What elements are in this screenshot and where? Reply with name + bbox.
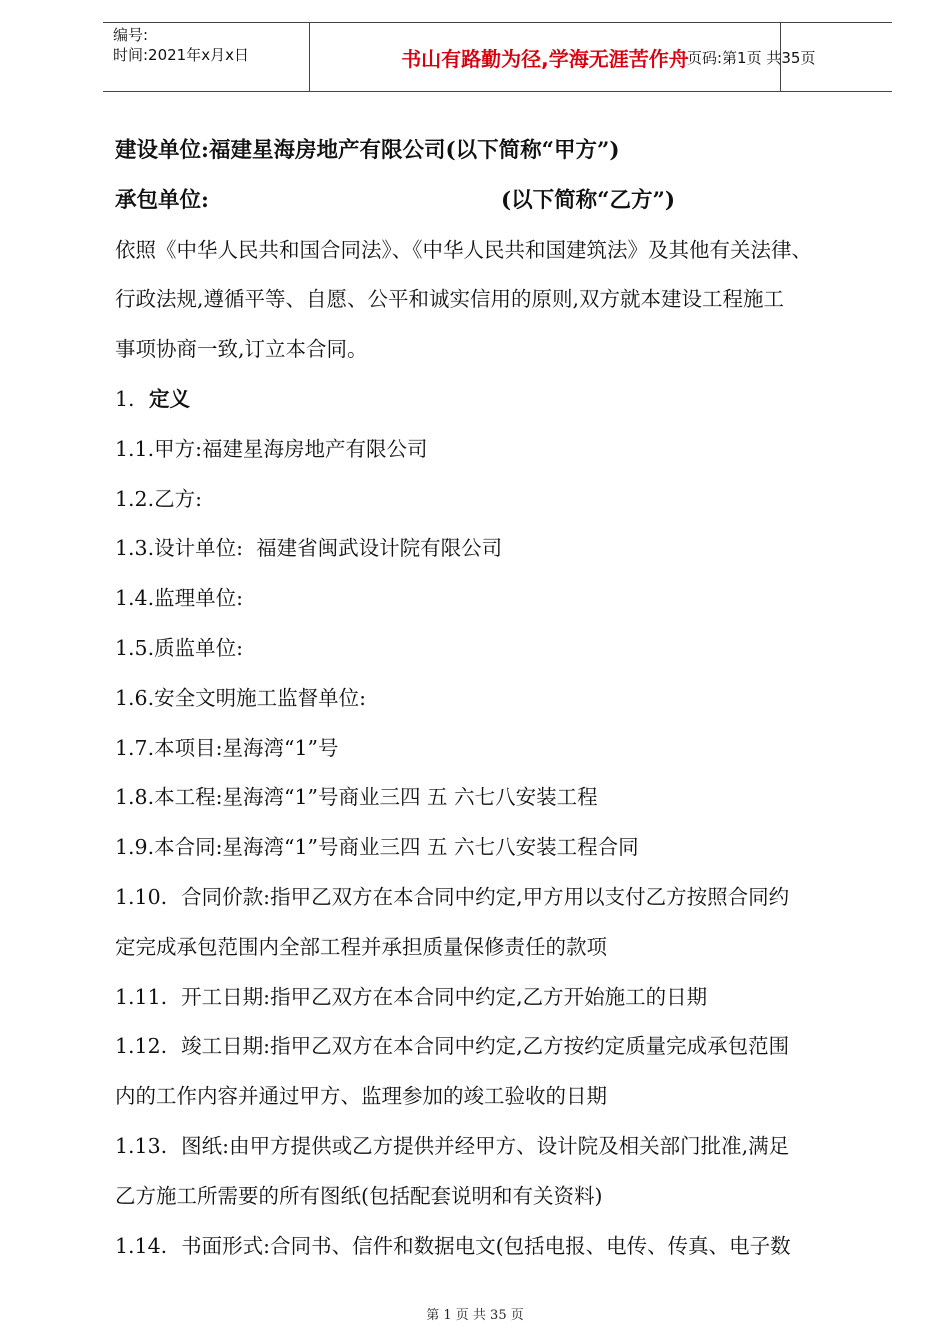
definition-item [115,973,885,1023]
definition-item [115,624,885,674]
intro-line: 行政法规,遵循平等、自愿、公平和诚实信用的原则,双方就本建设工程施工 [115,287,785,312]
header-meta [113,25,309,65]
item-text: 开工日期:指甲乙双方在本合同中约定,乙方开始施工的日期 [181,984,708,1009]
section-number: 1. [115,386,135,411]
item-text: 安全文明施工监督单位: [154,685,367,710]
item-text: 合同价款:指甲乙双方在本合同中约定,甲方用以支付乙方按照合同约 [181,884,790,909]
item-text: 书面形式:合同书、信件和数据电文(包括电报、电传、传真、电子数 [181,1233,791,1258]
employer-name: 福建星海房地产有限公司(以下简称“甲方”) [208,138,620,163]
section-title: 定义 [149,386,190,411]
definition-item [115,674,885,724]
definition-item [115,1122,885,1172]
item-text: 竣工日期:指甲乙双方在本合同中约定,乙方按约定质量完成承包范围 [181,1034,790,1059]
definition-item [115,773,885,823]
item-number: 1.9. [115,835,155,860]
definition-item [115,823,885,873]
page-footer: 第 1 页 共 35 页 [426,1308,524,1323]
item-number: 1.7. [115,735,155,760]
definition-item-continued: 乙方施工所需要的所有图纸(包括配套说明和有关资料) [115,1183,603,1208]
employer-label: 建设单位: [115,138,209,163]
item-text: 甲方:福建星海房地产有限公司 [154,436,428,461]
number-label: 编号: [113,26,149,44]
contract-body [115,126,885,1271]
header-motto: 书山有路勤为径,学海无涯苦作舟 [309,23,781,91]
item-text: 本项目:星海湾“1”号 [154,735,339,760]
contractor-line [115,176,885,226]
page-header [103,22,892,92]
definition-item [115,873,885,923]
intro-line: 依照《中华人民共和国合同法》、《中华人民共和国建筑法》及其他有关法律、 [115,237,812,262]
item-text: 本工程:星海湾“1”号商业三四 五 六七八安装工程 [154,785,598,810]
item-number: 1.5. [115,635,155,660]
definition-item-continued: 定完成承包范围内全部工程并承担质量保修责任的款项 [115,934,607,959]
item-number: 1.4. [115,586,155,611]
intro-line: 事项协商一致,订立本合同。 [115,337,368,362]
definition-item [115,425,885,475]
definition-item-continued: 内的工作内容并通过甲方、监理参加的竣工验收的日期 [115,1084,607,1109]
contractor-alias: (以下简称“乙方”) [500,187,676,213]
item-text: 乙方: [154,486,203,511]
item-number: 1.13. [115,1133,168,1158]
item-text: 图纸:由甲方提供或乙方提供并经甲方、设计院及相关部门批准,满足 [181,1133,790,1158]
item-number: 1.6. [115,685,155,710]
employer-line [115,126,885,176]
item-text: 本合同:星海湾“1”号商业三四 五 六七八安装工程合同 [154,835,639,860]
item-number: 1.8. [115,785,155,810]
definition-item [115,475,885,525]
item-number: 1.1. [115,436,155,461]
item-text: 监理单位: [154,586,244,611]
definition-item [115,524,885,574]
item-number: 1.3. [115,536,155,561]
section-heading [115,375,885,425]
contractor-label: 承包单位: [115,187,209,213]
definition-item [115,724,885,774]
item-number: 1.12. [115,1034,168,1059]
header-page-info: 页码:第1页 共35页 [687,49,816,67]
item-number: 1.2. [115,486,155,511]
item-number: 1.10. [115,884,168,909]
definition-item [115,1222,885,1272]
time-label: 时间:2021年x月x日 [113,46,249,64]
item-text: 质监单位: [154,635,244,660]
definition-item [115,574,885,624]
item-number: 1.11. [115,984,168,1009]
definition-item [115,1022,885,1072]
item-text: 设计单位: 福建省闽武设计院有限公司 [154,536,503,561]
item-number: 1.14. [115,1233,168,1258]
